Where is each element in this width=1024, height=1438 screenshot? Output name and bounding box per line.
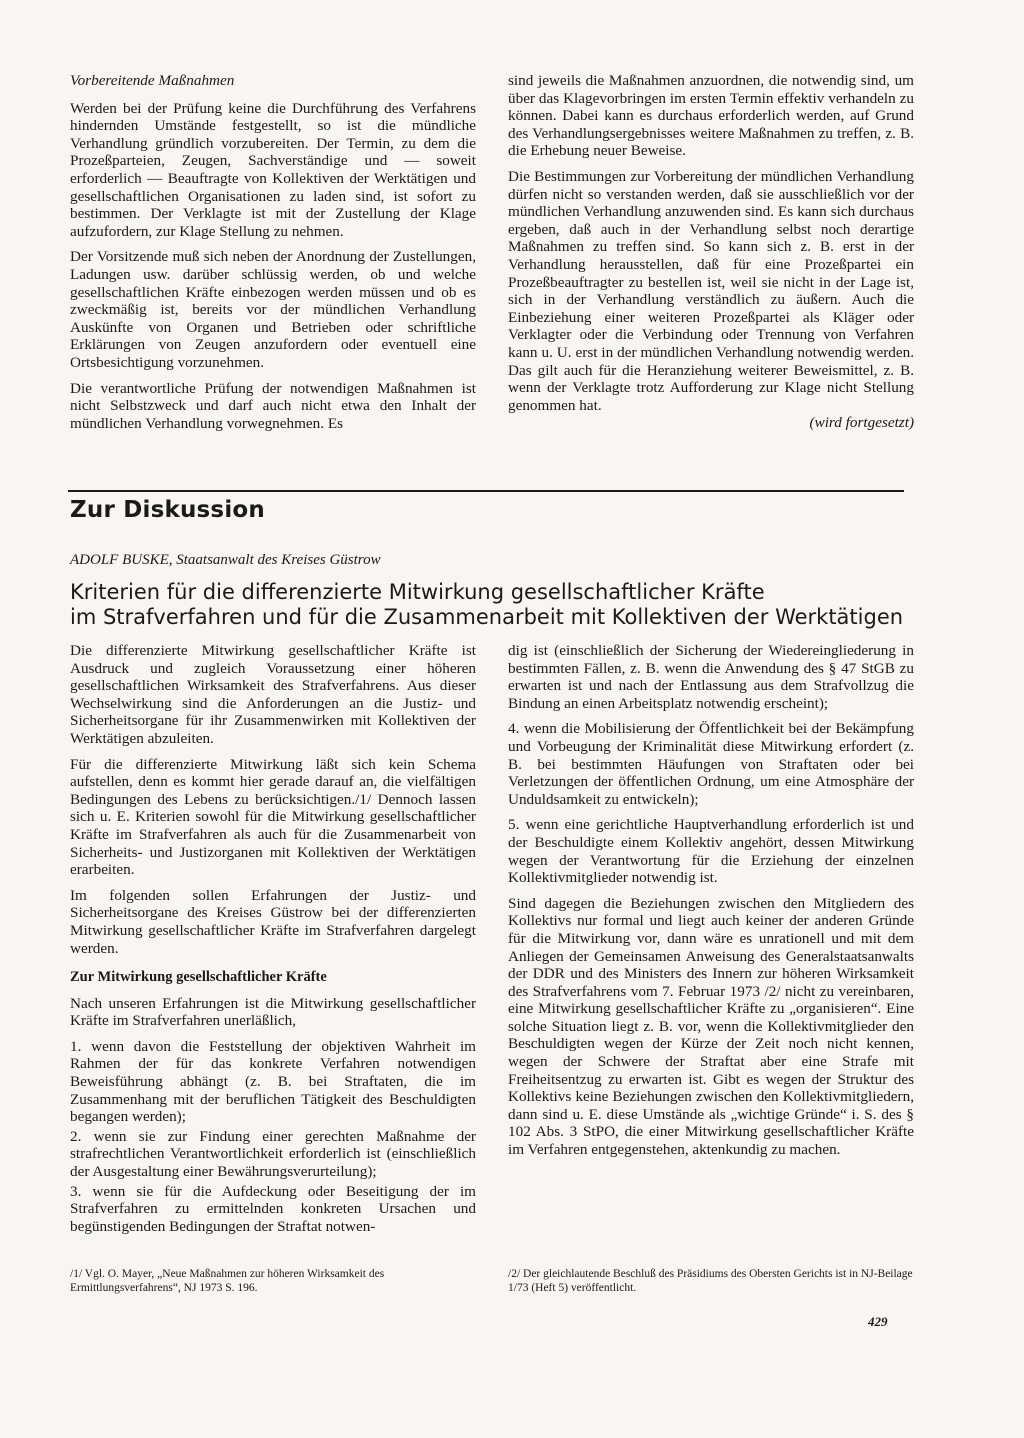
list-item: 1. wenn davon die Feststellung der objektiven Wahrheit im Rahmen der für das konkrete Verfahren notwendigen Beweisführung abhängt (z. B. bei Straftaten, die im Zusammenhang mit der beruflichen Tätigkeit des Beschuldigten begangen werden);	[70, 1037, 476, 1126]
paragraph: Der Vorsitzende muß sich neben der Anordnung der Zustellungen, Ladungen usw. darüber schlüssig werden, ob und welche gesellschaftlichen Kräfte einbezogen werden müssen und ob es zweckmäßig ist, bereits vor der mündlichen Verhandlung Auskünfte von Organen und Betrieben oder schriftliche Erklärungen von Zeugen anzufordern oder eventuell eine Ortsbesichtigung vorzunehmen.	[70, 248, 476, 371]
paragraph: sind jeweils die Maßnahmen anzuordnen, die notwendig sind, um über das Klagevorbringen im ersten Termin effektiv verhandeln zu können. Dabei kann es durchaus erforderlich werden, auf Grund des Verhandlungsergebnisses weitere Maßnahmen zu treffen, z. B. die Erhebung neuer Beweise.	[508, 72, 914, 160]
list-item: 5. wenn eine gerichtliche Hauptverhandlung erforderlich ist und der Beschuldigte einem Kollektiv angehört, dessen Mitwirkung wegen der Verantwortung für die Erziehung der einzelnen Kollektivmitglieder notwendig ist.	[508, 816, 914, 887]
footnote-2: /2/ Der gleichlautende Beschluß des Präsidiums des Obersten Gerichts ist in NJ-Beilage 1/73 (Heft 5) veröffentlicht.	[508, 1268, 913, 1294]
continued-note: (wird fortgesetzt)	[809, 414, 914, 432]
article-title	[70, 580, 910, 630]
section-title: Zur Diskussion	[70, 497, 265, 523]
paragraph: Im folgenden sollen Erfahrungen der Justiz- und Sicherheitsorgane des Kreises Güstrow bei der differenzierten Mitwirkung gesellschaftlicher Kräfte im Strafverfahren dargelegt werden.	[70, 886, 476, 957]
paragraph: Für die differenzierte Mitwirkung läßt sich kein Schema aufstellen, denn es kommt hier gerade darauf an, die vielfältigen Bedingungen des Lebens zu berücksichtigen./1/ Dennoch lassen sich u. E. Kriterien sowohl für die Mitwirkung gesellschaftlicher Kräfte im Strafverfahren als auch für die Zusammenarbeit von Sicherheits- und Justizorganen mit Kollektiven der Werktätigen erarbeiten.	[70, 755, 476, 879]
paragraph: Sind dagegen die Beziehungen zwischen den Mitgliedern des Kollektivs nur formal und liegt auch keiner der anderen Gründe für die Mitwirkung vor, dann wäre es unrationell und mit dem Anliegen der Gemeinsamen Anweisung des Generalstaatsanwalts der DDR und des Ministers des Innern zur höheren Wirksamkeit des Strafverfahrens vom 7. Februar 1973 /2/ nicht zu vereinbaren, eine Mitwirkung gesellschaftlicher Kräfte zu „organisieren“. Eine solche Situation liegt z. B. vor, wenn die Kollektivmitglieder den Beschuldigten wegen der Kürze der Zeit noch nicht kennen, wegen der Schwere der Straftat aber eine Strafe mit Freiheitsentzug zu erwarten ist. Gibt es wegen der Struktur des Kollektivs keine Beziehungen zwischen den Kollektivmitgliedern, dann sind u. E. diese Umstände als „wichtige Gründe“ i. S. des § 102 Abs. 3 StPO, die einer Mitwirkung gesellschaftlicher Kräfte im Verfahren entgegenstehen, aktenkundig zu machen.	[508, 894, 914, 1159]
footnote-1: /1/ Vgl. O. Mayer, „Neue Maßnahmen zur höheren Wirksamkeit des Ermittlungsverfahrens“, NJ 1973 S. 196.	[70, 1268, 385, 1294]
top-left-column	[70, 72, 476, 440]
paragraph: Die verantwortliche Prüfung der notwendigen Maßnahmen ist nicht Selbstzweck und darf auch nicht etwa den Inhalt der mündlichen Verhandlung vorwegnehmen. Es	[70, 379, 476, 432]
paragraph: dig ist (einschließlich der Sicherung der Wiedereingliederung in bestimmten Fällen, z. B. wenn die Anwendung des § 47 StGB zu erwarten ist und nach der Entlassung aus dem Strafvollzug die Bindung an einen Arbeitsplatz notwendig erscheint);	[508, 642, 914, 712]
article-right-column	[508, 642, 914, 1167]
page-number: 429	[868, 1314, 888, 1329]
section-heading: Vorbereitende Maßnahmen	[70, 72, 235, 89]
list-item: 4. wenn die Mobilisierung der Öffentlichkeit bei der Bekämpfung und Vorbeugung der Kriminalität diese Mitwirkung erfordert (z. B. bei bestimmten Häufungen von Straftaten oder bei Verletzungen der öffentlichen Ordnung, um eine Atmosphäre der Unduldsamkeit zu entwickeln);	[508, 720, 914, 808]
article-title-line: im Strafverfahren und für die Zusammenarbeit mit Kollektiven der Werktätigen	[70, 605, 904, 629]
article-left-column	[70, 642, 476, 1243]
author-byline: ADOLF BUSKE, Staatsanwalt des Kreises Güstrow	[70, 552, 381, 568]
section-divider	[68, 490, 904, 492]
article-title-line: Kriterien für die differenzierte Mitwirkung gesellschaftlicher Kräfte	[70, 580, 765, 604]
paragraph: Die differenzierte Mitwirkung gesellschaftlicher Kräfte ist Ausdruck und zugleich Voraussetzung einer höheren gesellschaftlichen Wirksamkeit des Strafverfahrens. Aus dieser Wechselwirkung sind die Anforderungen an die Justiz- und Sicherheitsorgane für ihr Zusammenwirken mit Kollektiven der Werktätigen abzuleiten.	[70, 642, 476, 747]
paragraph: Nach unseren Erfahrungen ist die Mitwirkung gesellschaftlicher Kräfte im Strafverfahren unerläßlich,	[70, 994, 476, 1030]
list-item: 3. wenn sie für die Aufdeckung oder Beseitigung der im Strafverfahren zu ermittelnden konkreten Ursachen und begünstigenden Bedingungen der Straftat notwen-	[70, 1182, 476, 1235]
paragraph: Die Bestimmungen zur Vorbereitung der mündlichen Verhandlung dürfen nicht so verstanden werden, daß sie ausschließlich vor der mündlichen Verhandlung anzuwenden sind. Es kann sich durchaus ergeben, daß auch in der Verhandlung selbst noch derartige Maßnahmen zu treffen sind. So kann sich z. B. erst in der Verhandlung herausstellen, daß für eine Prozeßpartei ein Prozeßbeauftragter zu bestellen ist, weil sie nicht in der Lage ist, sich in der Verhandlung verständlich zu äußern. Auch die Einbeziehung einer weiteren Prozeßpartei als Kläger oder Verklagter oder die Verbindung oder Trennung von Verfahren kann u. U. erst in der mündlichen Verhandlung notwendig werden. Das gilt auch für die Heranziehung weiterer Beweismittel, z. B. wenn der Verklagte trotz Aufforderung zur Klage nicht Stellung genommen hat.	[508, 167, 914, 414]
paragraph: Werden bei der Prüfung keine die Durchführung des Verfahrens hindernden Umstände festgestellt, so ist die mündliche Verhandlung gründlich vorzubereiten. Der Termin, zu dem die Prozeßparteien, Zeugen, Sachverständige und — soweit erforderlich — Beauftragte von Kollektiven der Werktätigen und gesellschaftlichen Organisationen zu laden sind, ist sofort zu bestimmen. Der Verklagte ist mit der Zustellung der Klage aufzufordern, zur Klage Stellung zu nehmen.	[70, 99, 476, 240]
top-right-column	[508, 72, 914, 432]
list-item: 2. wenn sie zur Findung einer gerechten Maßnahme der strafrechtlichen Verantwortlichkeit erforderlich ist (einschließlich der Ausgestaltung einer Bewährungsverurteilung);	[70, 1127, 476, 1181]
subheading: Zur Mitwirkung gesellschaftlicher Kräfte	[70, 969, 327, 986]
